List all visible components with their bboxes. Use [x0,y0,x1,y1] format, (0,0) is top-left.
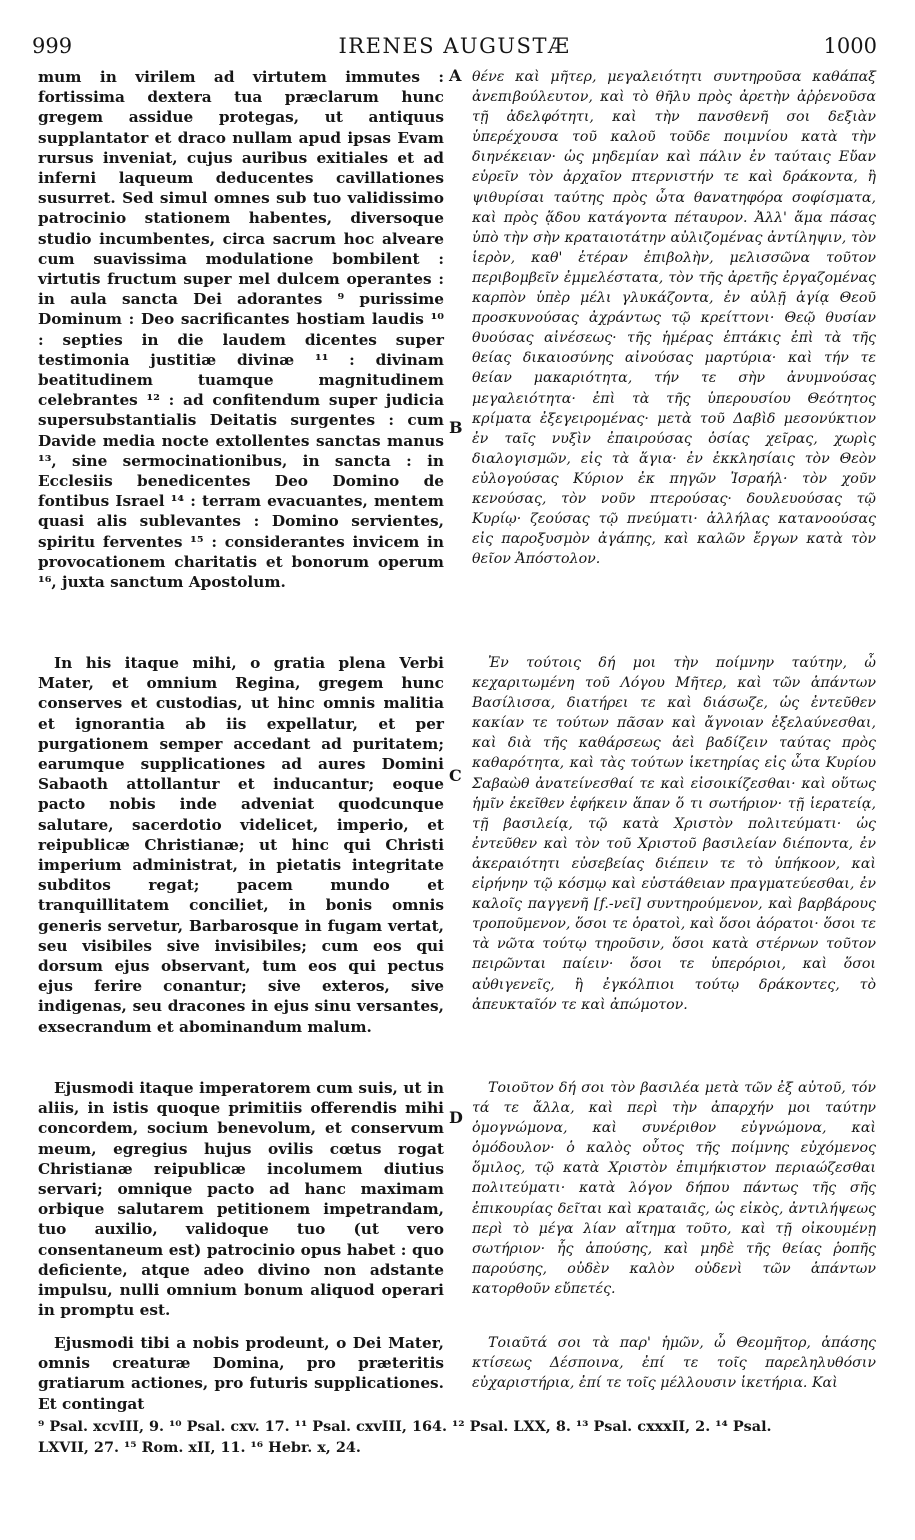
latin-text: In his itaque mihi, o gratia plena Verbi Mater, et omnium Regina, gregem hunc conserves et custodias, ut hinc omnis malitia et ignorantia ab iis expellatur, et per purgationem semper accedant ad puritatem; earumque supplicationes ad aures Domini Sabaoth attollantur et inducantur; eoque pacto nobis inde adveniat quodcunque salutare, sacerdotio videlicet, imperio, et reipublicæ Christianæ; ut hinc qui Christi imperium administrat, in pietatis integritate subditos regat; pacem mundo et tranquillitatem conciliet, in bonis omnis generis servetur, Barbarosque in fugam vertat, seu visibiles sive invisibiles; cum eos qui dorsum ejus observant, tum eos qui pectus ejus ferire conantur; sive exteros, sive indigenas, seu dracones in ejus sinu versantes, exsecrandum et abominandum malum. [38,654,444,1036]
latin-text: Ejusmodi itaque imperatorem cum suis, ut in aliis, in istis quoque primitiis offerendis mihi concordem, socium benevolum, et conservum meum, egregius hujus ovilis cœtus rogat Christianæ reipublicæ incolumem diutius servari; omnique pacto ad hanc maximam orbique salutarem petitionem impetrandam, tuo auxilio, validoque tuo (ut vero consentaneum est) patrocinio opus habet : quo deficiente, atque adeo divino non adstante impulsu, nulli omnium bonum aliquod operari in promptu est. [38,1079,444,1320]
section-marker-c: C [449,766,462,785]
latin-text: Ejusmodi tibi a nobis prodeunt, o Dei Mater, omnis creaturæ Domina, pro præteritis gratiarum actiones, pro futuris supplicationes. Et contingat [38,1334,444,1413]
greek-text: θένε καὶ μῆτερ, μεγαλειότητι συντηροῦσα καθάπαξ ἀνεπιβούλευτον, καὶ τὸ θῆλυ πρὸς ἀρετὴν ἀῤῥενοῦσα τῇ ἀδελφότητι, καὶ τὴν πανσθενῆ σοι δεξιὰν ὑπερέχουσα τοῦ καλοῦ τοῦδε ποιμνίου κατὰ τὴν διηνέκειαν· ὡς μηδεμίαν καὶ πάλιν ἐν ταύταις Εὔαν εὑρεῖν τὸν ἀρχαῖον πτερνιστήν τε καὶ δράκοντα, ἢ ψιθυρίσαι ταύτης πρὸς ὦτα θανατηφόρα σοφίσματα, καὶ πρὸς ᾅδου κατάγοντα πέταυρον. Ἀλλ' ἅμα πάσας ὑπὸ τὴν σὴν κραταιοτάτην αὐλιζομένας ἀντίληψιν, τὸν ἱερὸν, καθ' ἑτέραν ἐπιβολὴν, μελισσῶνα τοῦτον περιβομβεῖν ἐμμελέστατα, τὸν τῆς ἀρετῆς ἐργαζομένας καρπὸν ὑπὲρ μέλι γλυκάζοντα, ἐν αὐλῇ ἁγίᾳ Θεοῦ προσκυνούσας ἀχράντως τῷ κρείττονι· Θεῷ θυσίαν θυούσας αἰνέσεως· τῆς ἡμέρας ἑπτάκις ἐπὶ τὰ τῆς θείας δικαιοσύνης αἰνούσας μαρτύρια· καὶ τήν τε θείαν μακαριότητα, τήν τε σὴν ἀνυμνούσας μεγαλειότητα· ἐπὶ τὰ τῆς ὑπερουσίου Θεότητος κρίματα ἐξεγειρομένας· μετὰ τοῦ Δαβὶδ μεσονύκτιον ἐν ταῖς νυξὶν ἐπαιρούσας ὁσίας χεῖρας, χωρὶς διαλογισμῶν, εἰς τὰ ἅγια· ἐν ἐκκλησίαις τὸν Θεὸν εὐλογούσας Κύριον ἐκ πηγῶν Ἰσραήλ· τὸν χοῦν κενούσας, τὸν νοῦν πτερούσας· δουλευούσας τῷ Κυρίῳ· ζεούσας τῷ πνεύματι· ἀλλήλας κατανοούσας εἰς παροξυσμὸν ἀγάπης, καὶ καλῶν ἔργων κατὰ τὸν θεῖον Ἀπόστολον. [472,69,876,568]
latin-text: mum in virilem ad virtutem immutes : fortissima dextera tua præclarum hunc gregem assidue protegas, ut antiquus supplantator et draco nullam apud ipsas Evam rursus inveniat, cujus auribus exitiales et ad inferni laqueum deducentes cavillationes susurret. Sed simul omnes sub tuo validissimo patrocinio stationem habentes, diversoque studio incumbentes, circa sacrum hoc alveare cum suavissima modulatione bombilent : virtutis fructum super mel dulcem operantes : in aula sancta Dei adorantes ⁹ purissime Dominum : Deo sacrificantes hostiam laudis ¹⁰ : septies in die laudem dicentes super testimonia justitiæ divinæ ¹¹ : divinam beatitudinem tuamque magnitudinem celebrantes ¹² : ad confitendum super judicia supersubstantialis Deitatis surgentes : cum Davide media nocte extollentes sanctas manus ¹³, sine sermocinationibus, in sancta : in Ecclesiis benedicentes Deo Domino de fontibus Israel ¹⁴ : terram evacuantes, mentem quasi alis sublevantes : Domino servientes, spiritu ferventes ¹⁵ : considerantes invicem in provocationem charitatis et bonorum operum ¹⁶, juxta sanctum Apostolum. [38,68,444,592]
greek-paragraph-4 [472,1333,876,1393]
latin-paragraph-3 [38,1078,444,1320]
greek-paragraph-3 [472,1078,876,1299]
section-marker-b: B [449,418,463,437]
page-number-left: 999 [32,34,73,58]
footnote-line: ⁹ Psal. xcvIII, 9. ¹⁰ Psal. cxv. 17. ¹¹ Psal. cxvIII, 164. ¹² Psal. LXX, 8. ¹³ Psal. cxxxII, 2. ¹⁴ Psal. [38,1418,772,1435]
footnotes [38,1417,878,1458]
footnote-line: LXVII, 27. ¹⁵ Rom. xII, 11. ¹⁶ Hebr. x, 24. [38,1438,361,1456]
latin-paragraph-4 [38,1333,444,1414]
greek-paragraph-1 [472,67,876,569]
greek-text: Τοιαῦτά σοι τὰ παρ' ἡμῶν, ὦ Θεομῆτορ, ἁπάσης κτίσεως Δέσποινα, ἐπί τε τοῖς παρεληλυθόσιν εὐχαριστήρια, ἐπί τε τοῖς μέλλουσιν ἱκετήρια. Καὶ [472,1335,876,1392]
section-marker-d: D [449,1108,463,1127]
section-markers [449,0,465,1540]
latin-paragraph-2 [38,653,444,1037]
greek-text: Τοιοῦτον δή σοι τὸν βασιλέα μετὰ τῶν ἐξ αὐτοῦ, τόν τά τε ἄλλα, καὶ περὶ τὴν ἀπαρχήν μοι ταύτην ὁμογνώμονα, καὶ συνέριθον εὐγνώμονα, καὶ ὁμόδουλον· ὁ καλὸς οὗτος τῆς ποίμνης εὐχόμενος ὅμιλος, τῷ κατὰ Χριστὸν ἐπιμήκιστον περιαώζεσθαι πολιτεύματι· κατὰ λόγον δήπου πάντως τῆς σῆς ἐπικουρίας δεῖται καὶ κραταιᾶς, ὡς εἰκὸς, ἀντιλήψεως περὶ τὸ μέγα λίαν αἴτημα τοῦτο, καὶ τῇ οἰκουμένῃ σωτήριον· ἧς ἀπούσης, καὶ μηδὲ τῆς θείας ῥοπῆς παρούσης, οὐδὲν καλὸν οὐδενὶ τῶν ἁπάντων κατορθοῦν εὔπετές. [472,1080,876,1297]
greek-paragraph-2 [472,653,876,1015]
page-number-right: 1000 [823,34,877,58]
latin-paragraph-1 [38,67,444,592]
running-title: IRENES AUGUSTÆ [338,34,571,58]
section-marker-a: A [449,66,462,85]
greek-text: Ἐν τούτοις δή μοι τὴν ποίμνην ταύτην, ὦ κεχαριτωμένη τοῦ Λόγου Μῆτερ, καὶ τῶν ἁπάντων Βασίλισσα, διατήρει τε καὶ διάσωζε, ὡς ἐντεῦθεν κακίαν τε τούτων πᾶσαν καὶ ἄγνοιαν ἐξελαύνεσθαι, καὶ διὰ τῆς καθάρσεως ἀεὶ βαδίζειν ταύτας πρὸς καθαρότητα, καὶ τὰς τούτων ἱκετηρίας εἰς ὦτα Κυρίου Σαβαὼθ ἀνατείνεσθαί τε καὶ εἰσοικίζεσθαι· καὶ οὕτως ἡμῖν ἐκεῖθεν ἐφήκειν ἅπαν ὅ τι σωτήριον· τῇ ἱερατείᾳ, τῇ βασιλείᾳ, τῷ κατὰ Χριστὸν πολιτεύματι· ὡς ἐντεῦθεν καὶ τὸν τοῦ Χριστοῦ βασιλείαν διέποντα, ἐν ἀκεραιότητι εὐσεβείας διέπειν τε τὸ ὑπήκοον, καὶ εἰρήνην τῷ κόσμῳ καὶ εὐστάθειαν πραγματεύεσθαι, ἐν καλοῖς παγγενῆ [f.-νεῖ] συντηρούμενον, καὶ βαρβάρους τροποῦμενον, ὅσοι τε ὁρατοὶ, καὶ ὅσοι ἀόρατοι· ὅσοι τε τὰ νῶτα τούτῳ τηροῦσιν, ὅσοι κατὰ στέρνων τοῦτον πειρῶνται παίειν· ὅσοι τε ὑπερόριοι, καὶ ὅσοι αὐθιγενεῖς, ἢ ἐγκόλπιοι τούτῳ δράκοντες, τὸ ἀπευκταῖόν τε καὶ ἀπώμοτον. [472,655,876,1013]
